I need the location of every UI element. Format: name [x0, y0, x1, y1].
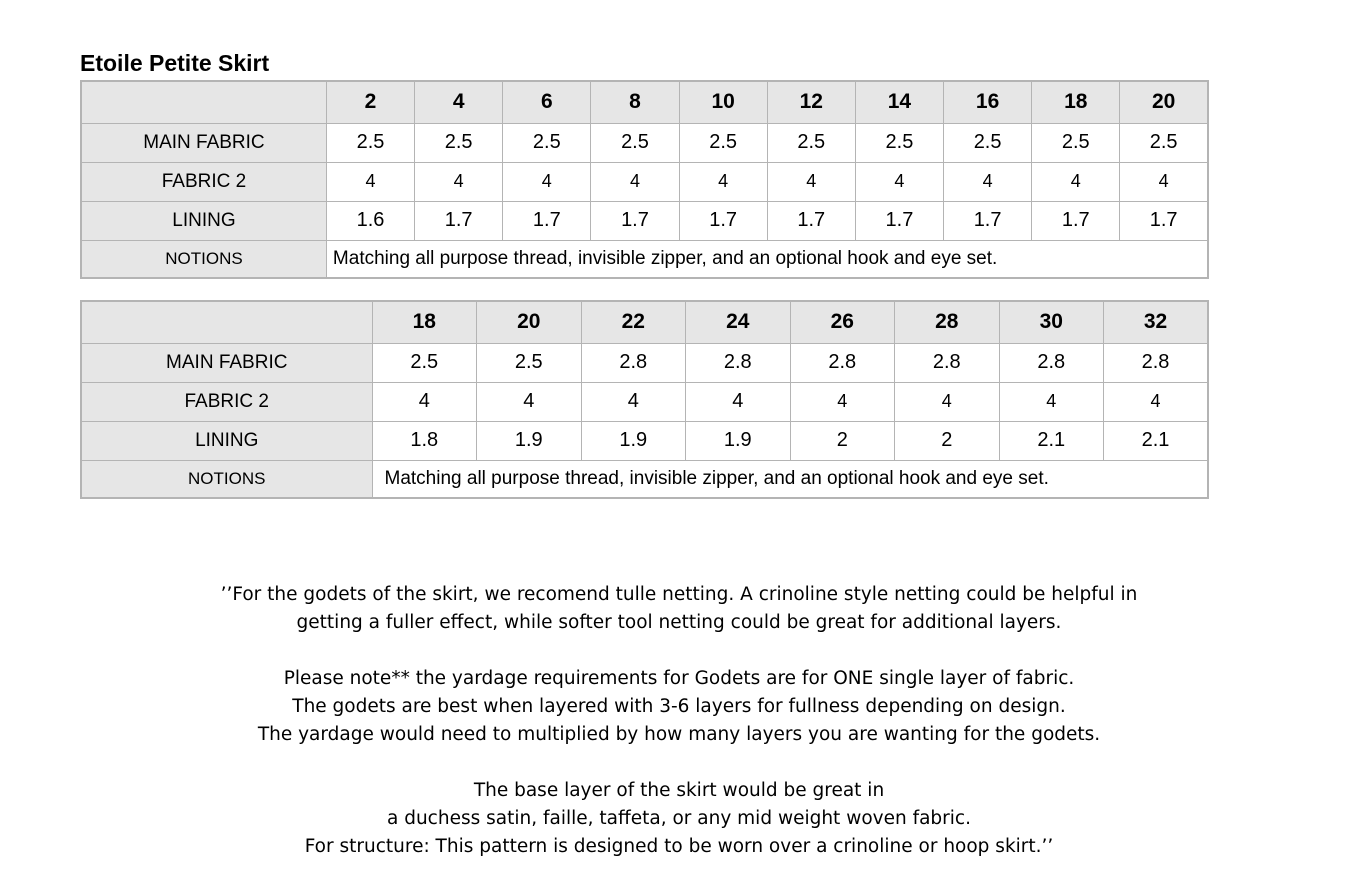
- size-header: 24: [686, 301, 791, 343]
- note-spacer: [0, 749, 1358, 777]
- table-row-lining: [81, 201, 1208, 240]
- row-label: FABRIC 2: [81, 162, 326, 201]
- yardage-cell: 2.1: [999, 421, 1104, 460]
- document-title: Etoile Petite Skirt: [80, 50, 270, 76]
- header-corner-cell: [81, 81, 326, 123]
- yardage-cell: 2.8: [895, 343, 1000, 382]
- row-label: MAIN FABRIC: [81, 343, 372, 382]
- row-label: NOTIONS: [81, 240, 326, 278]
- yardage-cell: 1.8: [372, 421, 477, 460]
- yardage-cell: 1.6: [326, 201, 414, 240]
- yardage-cell: 2.8: [686, 343, 791, 382]
- table-row-notions: [81, 240, 1208, 278]
- yardage-cell: 4: [895, 382, 1000, 421]
- yardage-cell: 2.8: [581, 343, 686, 382]
- note-line: The base layer of the skirt would be great in: [473, 780, 885, 801]
- size-header: 32: [1104, 301, 1209, 343]
- yardage-cell: 1.7: [415, 201, 503, 240]
- yardage-cell: 2.8: [1104, 343, 1209, 382]
- header-corner-cell: [81, 301, 372, 343]
- yardage-table-small-sizes: [80, 80, 1209, 279]
- table-row-notions: [81, 460, 1208, 498]
- yardage-cell: 4: [767, 162, 855, 201]
- notions-text: Matching all purpose thread, invisible zipper, and an optional hook and eye set.: [326, 240, 1208, 278]
- yardage-cell: 4: [477, 382, 582, 421]
- yardage-cell: 2.1: [1104, 421, 1209, 460]
- yardage-cell: 2.5: [372, 343, 477, 382]
- size-header: 20: [1120, 81, 1208, 123]
- table-row-lining: [81, 421, 1208, 460]
- yardage-cell: 1.7: [1120, 201, 1208, 240]
- table-row-fabric-2: [81, 382, 1208, 421]
- yardage-cell: 2.5: [415, 123, 503, 162]
- yardage-cell: 4: [686, 382, 791, 421]
- yardage-cell: 1.7: [1032, 201, 1120, 240]
- yardage-cell: 2.5: [1032, 123, 1120, 162]
- note-line: Please note** the yardage requirements for Godets are for ONE single layer of fabric.: [283, 668, 1075, 689]
- size-header: 4: [415, 81, 503, 123]
- note-line: a duchess satin, faille, taffeta, or any mid weight woven fabric.: [387, 808, 971, 829]
- note-spacer: [0, 637, 1358, 665]
- yardage-cell: 4: [1104, 382, 1209, 421]
- yardage-cell: 4: [790, 382, 895, 421]
- yardage-cell: 4: [679, 162, 767, 201]
- size-header: 10: [679, 81, 767, 123]
- size-header: 30: [999, 301, 1104, 343]
- yardage-cell: 1.7: [679, 201, 767, 240]
- row-label: MAIN FABRIC: [81, 123, 326, 162]
- yardage-cell: 1.7: [591, 201, 679, 240]
- yardage-cell: 1.7: [767, 201, 855, 240]
- yardage-cell: 2.5: [679, 123, 767, 162]
- size-header: 8: [591, 81, 679, 123]
- yardage-cell: 4: [855, 162, 943, 201]
- size-header: 18: [372, 301, 477, 343]
- yardage-cell: 2.8: [999, 343, 1104, 382]
- yardage-cell: 4: [372, 382, 477, 421]
- yardage-cell: 1.7: [503, 201, 591, 240]
- yardage-table-large-sizes: [80, 300, 1209, 499]
- size-header: 12: [767, 81, 855, 123]
- yardage-cell: 2.5: [944, 123, 1032, 162]
- table-row-fabric-2: [81, 162, 1208, 201]
- yardage-cell: 2.5: [767, 123, 855, 162]
- yardage-cell: 4: [591, 162, 679, 201]
- size-header: 22: [581, 301, 686, 343]
- size-header-row: [81, 81, 1208, 123]
- yardage-cell: 2: [895, 421, 1000, 460]
- size-header: 6: [503, 81, 591, 123]
- fabric-notes: [0, 581, 1358, 861]
- size-header: 16: [944, 81, 1032, 123]
- yardage-cell: 1.9: [477, 421, 582, 460]
- yardage-cell: 4: [1120, 162, 1208, 201]
- yardage-cell: 2.5: [503, 123, 591, 162]
- yardage-cell: 4: [326, 162, 414, 201]
- row-label: LINING: [81, 421, 372, 460]
- table-row-main-fabric: [81, 123, 1208, 162]
- yardage-cell: 1.9: [581, 421, 686, 460]
- yardage-cell: 2.5: [855, 123, 943, 162]
- yardage-cell: 2.5: [326, 123, 414, 162]
- yardage-cell: 4: [503, 162, 591, 201]
- size-header: 20: [477, 301, 582, 343]
- note-line: getting a fuller effect, while softer tool netting could be great for additional layers.: [296, 612, 1062, 633]
- yardage-cell: 2.8: [790, 343, 895, 382]
- yardage-cell: 2.5: [477, 343, 582, 382]
- yardage-cell: 4: [999, 382, 1104, 421]
- note-line: The godets are best when layered with 3-6 layers for fullness depending on design.: [292, 696, 1066, 717]
- row-label: NOTIONS: [81, 460, 372, 498]
- note-line: For structure: This pattern is designed to be worn over a crinoline or hoop skirt.’’: [304, 836, 1054, 857]
- yardage-cell: 1.7: [855, 201, 943, 240]
- row-label: LINING: [81, 201, 326, 240]
- yardage-cell: 4: [415, 162, 503, 201]
- yardage-cell: 4: [1032, 162, 1120, 201]
- yardage-cell: 1.7: [944, 201, 1032, 240]
- yardage-cell: 2.5: [591, 123, 679, 162]
- yardage-cell: 4: [944, 162, 1032, 201]
- yardage-cell: 2: [790, 421, 895, 460]
- size-header: 18: [1032, 81, 1120, 123]
- table-row-main-fabric: [81, 343, 1208, 382]
- note-line: ’’For the godets of the skirt, we recomend tulle netting. A crinoline style netting could be helpful in: [220, 584, 1138, 605]
- yardage-cell: 4: [581, 382, 686, 421]
- notions-text: Matching all purpose thread, invisible zipper, and an optional hook and eye set.: [372, 460, 1208, 498]
- size-header: 14: [855, 81, 943, 123]
- size-header: 26: [790, 301, 895, 343]
- yardage-cell: 1.9: [686, 421, 791, 460]
- note-line: The yardage would need to multiplied by how many layers you are wanting for the godets.: [257, 724, 1101, 745]
- size-header: 28: [895, 301, 1000, 343]
- row-label: FABRIC 2: [81, 382, 372, 421]
- size-header-row: [81, 301, 1208, 343]
- yardage-cell: 2.5: [1120, 123, 1208, 162]
- size-header: 2: [326, 81, 414, 123]
